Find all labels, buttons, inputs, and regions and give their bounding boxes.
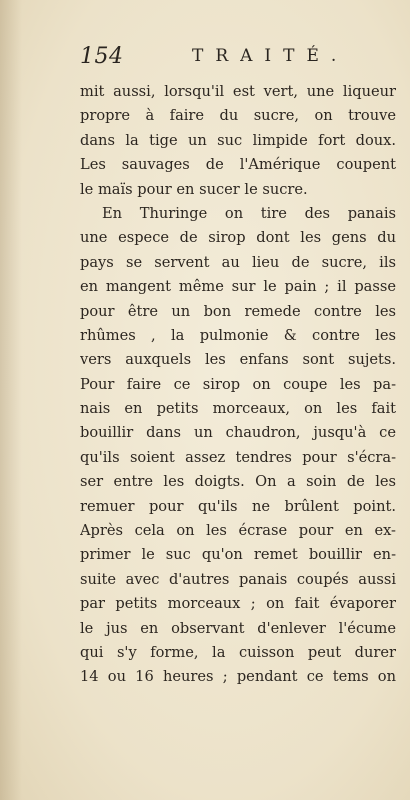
text-line: remuer pour qu'ils ne brûlent point.	[80, 497, 396, 515]
text-line: rhûmes , la pulmonie & contre les	[80, 326, 396, 344]
page-number: 154	[80, 44, 124, 69]
gutter-shadow	[0, 0, 22, 800]
text-line: En Thuringe on tire des panais	[102, 204, 396, 222]
running-head: TRAITÉ.	[192, 46, 349, 66]
text-line: nais en petits morceaux, on les fait	[80, 400, 396, 418]
text-line: ser entre les doigts. On a soin de les	[80, 473, 396, 491]
text-line: pour être un bon remede contre les	[80, 302, 396, 320]
text-line: suite avec d'autres panais coupés aussi	[80, 570, 396, 588]
body-text	[80, 80, 396, 690]
text-line: Pour faire ce sirop on coupe les pa-	[80, 375, 396, 393]
text-line: le jus en observant d'enlever l'écume	[80, 619, 396, 637]
text-line: en mangent même sur le pain ; il passe	[80, 278, 396, 296]
text-line: le maïs pour en sucer le sucre.	[80, 180, 308, 198]
text-line: propre à faire du sucre, on trouve	[80, 107, 396, 125]
text-line: primer le suc qu'on remet bouillir en-	[80, 546, 396, 564]
text-line: Les sauvages de l'Amérique coupent	[80, 156, 396, 174]
text-line: vers auxquels les enfans sont sujets.	[80, 351, 396, 369]
text-line: bouillir dans un chaudron, jusqu'à ce	[80, 424, 396, 442]
page-header	[80, 44, 396, 74]
text-line: par petits morceaux ; on fait évaporer	[80, 595, 396, 613]
text-line: pays se servent au lieu de sucre, ils	[80, 253, 396, 271]
text-line: qui s'y forme, la cuisson peut durer	[80, 643, 396, 661]
text-line: Après cela on les écrase pour en ex-	[80, 522, 396, 540]
text-line: qu'ils soient assez tendres pour s'écra-	[80, 448, 396, 466]
text-line: une espece de sirop dont les gens du	[80, 229, 396, 247]
text-line: mit aussi, lorsqu'il est vert, une liqueur	[80, 83, 396, 100]
text-line: 14 ou 16 heures ; pendant ce tems on	[80, 668, 396, 686]
text-line: dans la tige un suc limpide fort doux.	[80, 131, 396, 149]
